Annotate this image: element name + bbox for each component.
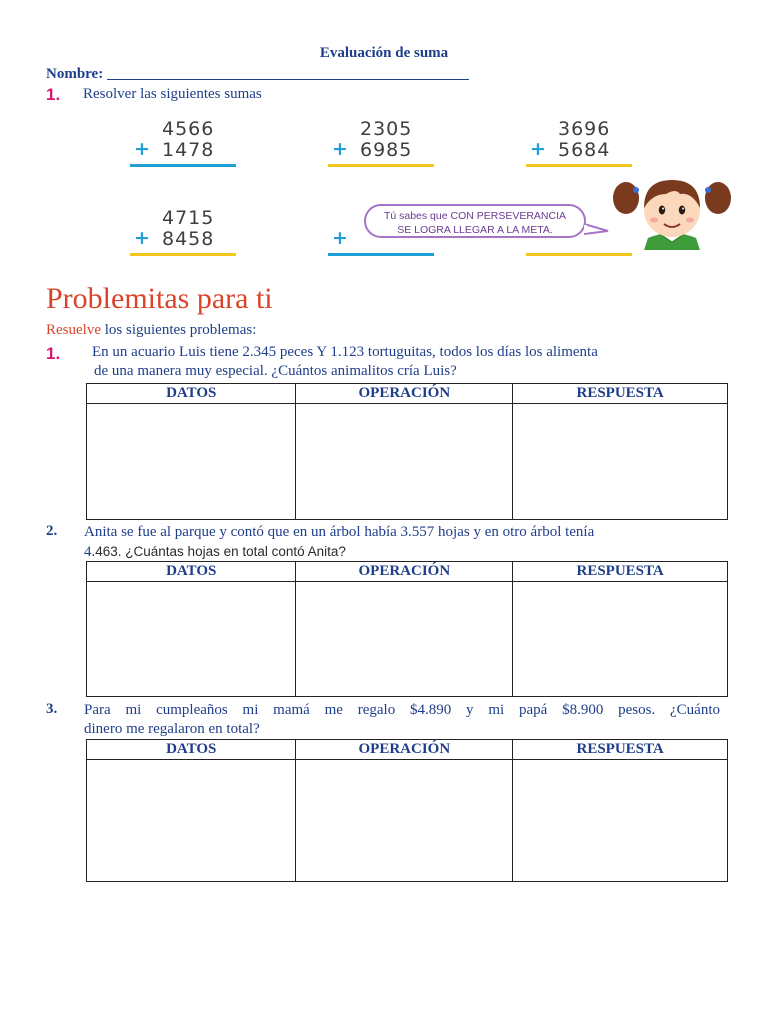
name-field-row <box>46 66 469 83</box>
problem-number: 3. <box>46 701 58 717</box>
sum-line <box>526 253 632 256</box>
plus-icon: + <box>134 227 151 249</box>
header-respuesta: RESPUESTA <box>513 740 728 760</box>
sum-line <box>526 164 632 167</box>
header-operacion: OPERACIÓN <box>296 562 513 582</box>
datos-cell[interactable] <box>87 404 296 520</box>
problem-line-end: 463. ¿Cuántas hojas en total contó Anita? <box>95 544 346 559</box>
problem-number: 2. <box>46 523 58 539</box>
addend-top: 4715 <box>162 207 215 229</box>
bubble-line: Tú sabes que CON PERSEVERANCIA <box>383 210 567 222</box>
problem-text <box>84 701 720 739</box>
problem-line-start: 4. <box>84 544 96 560</box>
addend-top: 4566 <box>162 118 215 140</box>
problem-line: En un acuario Luis tiene 2.345 peces Y 1.123 tortuguitas, todos los días los alimenta <box>92 344 598 360</box>
problem-line <box>84 542 722 562</box>
work-table <box>86 383 728 520</box>
header-datos: DATOS <box>87 562 296 582</box>
plus-icon: + <box>530 138 547 160</box>
respuesta-cell[interactable] <box>513 582 728 697</box>
header-datos: DATOS <box>87 740 296 760</box>
sum-line <box>130 164 236 167</box>
addend-bottom: 6985 <box>360 139 413 161</box>
operacion-cell[interactable] <box>296 404 513 520</box>
header-respuesta: RESPUESTA <box>513 562 728 582</box>
problems-heading: Problemitas para ti <box>46 282 273 315</box>
problem-line: dinero me regalaron en total? <box>84 721 260 737</box>
addend-bottom: 5684 <box>558 139 611 161</box>
addend-bottom: 1478 <box>162 139 215 161</box>
header-datos: DATOS <box>87 384 296 404</box>
plus-icon: + <box>134 138 151 160</box>
sum-line <box>328 253 434 256</box>
problems-instruction <box>46 322 256 339</box>
plus-icon: + <box>332 227 349 249</box>
addend-top: 2305 <box>360 118 413 140</box>
speech-bubble <box>364 204 586 238</box>
header-operacion: OPERACIÓN <box>296 384 513 404</box>
respuesta-cell[interactable] <box>513 404 728 520</box>
name-label: Nombre: <box>46 66 104 82</box>
datos-cell[interactable] <box>87 760 296 882</box>
sum-line <box>130 253 236 256</box>
operacion-cell[interactable] <box>296 582 513 697</box>
page-title: Evaluación de suma <box>319 45 449 61</box>
datos-cell[interactable] <box>87 582 296 697</box>
problem-text <box>92 343 732 381</box>
girl-illustration-icon <box>606 168 738 250</box>
work-table <box>86 561 728 697</box>
problem-number: 1. <box>46 344 61 363</box>
problem-line: Para mi cumpleaños mi mamá me regalo $4.890 y mi papá $8.900 pesos. ¿Cuánto <box>84 702 720 718</box>
work-table <box>86 739 728 882</box>
name-blank-line[interactable] <box>107 66 469 80</box>
instruction-rest: los siguientes problemas: <box>100 322 257 338</box>
addend-bottom: 8458 <box>162 228 215 250</box>
header-operacion: OPERACIÓN <box>296 740 513 760</box>
sum-line <box>328 164 434 167</box>
operacion-cell[interactable] <box>296 760 513 882</box>
header-respuesta: RESPUESTA <box>513 384 728 404</box>
instruction-verb: Resuelve <box>46 322 101 338</box>
problem-text <box>84 523 722 562</box>
respuesta-cell[interactable] <box>513 760 728 882</box>
section-number: 1. <box>46 85 61 104</box>
section-instruction: Resolver las siguientes sumas <box>83 86 262 102</box>
problem-line: Anita se fue al parque y contó que en un árbol había 3.557 hojas y en otro árbol tenía <box>84 524 595 540</box>
bubble-line: SE LOGRA LLEGAR A LA META. <box>397 224 553 236</box>
addend-top: 3696 <box>558 118 611 140</box>
plus-icon: + <box>332 138 349 160</box>
problem-line: de una manera muy especial. ¿Cuántos animalitos cría Luis? <box>94 363 457 379</box>
